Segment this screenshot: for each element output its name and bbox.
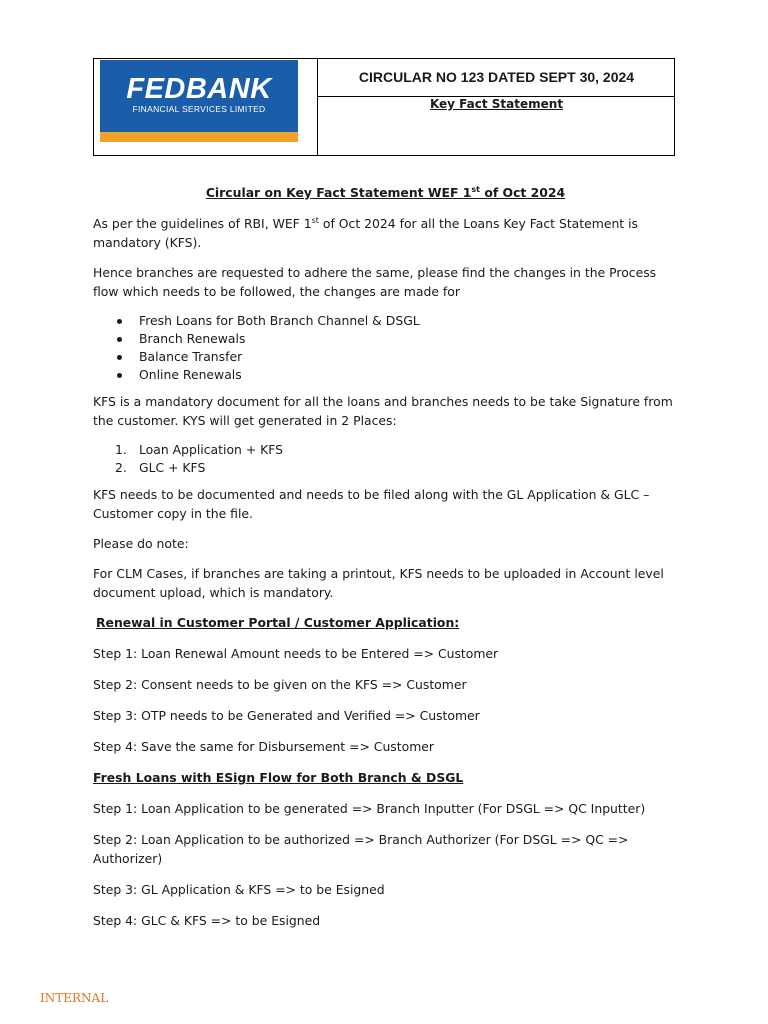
clm-paragraph: For CLM Cases, if branches are taking a printout, KFS needs to be uploaded in Account level document upload, which is mandatory.	[93, 566, 664, 600]
header-table	[93, 58, 675, 156]
list-item: Balance Transfer	[93, 348, 678, 366]
fedbank-logo	[100, 60, 298, 142]
list-item: Online Renewals	[93, 366, 678, 384]
kfs-mandatory-paragraph: KFS is a mandatory document for all the loans and branches needs to be take Signature from the customer. KYS will get generated in 2 Places:	[93, 394, 673, 428]
esign-step: Step 2: Loan Application to be authorized => Branch Authorizer (For DSGL => QC => Authorizer)	[93, 832, 629, 866]
list-item: Fresh Loans for Both Branch Channel & DSGL	[93, 312, 678, 330]
list-item: 1. Loan Application + KFS	[115, 442, 284, 457]
list-item: 2. GLC + KFS	[115, 460, 206, 475]
changes-bullet-list	[93, 312, 678, 384]
renewal-step: Step 3: OTP needs to be Generated and Verified => Customer	[93, 708, 480, 723]
documented-paragraph: KFS needs to be documented and needs to be filed along with the GL Application & GLC – Customer copy in the file.	[93, 487, 650, 521]
renewal-step: Step 1: Loan Renewal Amount needs to be Entered => Customer	[93, 646, 499, 661]
renewal-heading: Renewal in Customer Portal / Customer Application:	[96, 615, 460, 630]
document-title: Circular on Key Fact Statement WEF 1st of Oct 2024	[205, 184, 566, 200]
hence-paragraph: Hence branches are requested to adhere the same, please find the changes in the Process flow which needs to be followed, the changes are made for	[93, 265, 657, 299]
document-body	[93, 183, 678, 942]
esign-step: Step 1: Loan Application to be generated => Branch Inputter (For DSGL => QC Inputter)	[93, 801, 646, 816]
logo-brand: FEDBANK	[126, 73, 272, 105]
renewal-step: Step 4: Save the same for Disbursement => Customer	[93, 739, 434, 754]
list-item: Branch Renewals	[93, 330, 678, 348]
esign-step: Step 4: GLC & KFS => to be Esigned	[93, 913, 321, 928]
esign-step: Step 3: GL Application & KFS => to be Esigned	[93, 882, 385, 897]
circular-number: CIRCULAR NO 123 DATED SEPT 30, 2024	[358, 69, 635, 85]
kfs-places-list	[93, 441, 678, 477]
renewal-step: Step 2: Consent needs to be given on the KFS => Customer	[93, 677, 467, 692]
esign-heading: Fresh Loans with ESign Flow for Both Branch & DSGL	[93, 770, 464, 785]
logo-stripe	[100, 132, 298, 142]
classification-label: INTERNAL	[40, 991, 109, 1005]
intro-paragraph: As per the guidelines of RBI, WEF 1st of Oct 2024 for all the Loans Key Fact Statement is mandatory (KFS).	[93, 215, 638, 250]
circular-subject: Key Fact Statement	[429, 97, 564, 111]
note-paragraph: Please do note:	[93, 536, 189, 551]
logo-subtitle: FINANCIAL SERVICES LIMITED	[132, 104, 266, 114]
